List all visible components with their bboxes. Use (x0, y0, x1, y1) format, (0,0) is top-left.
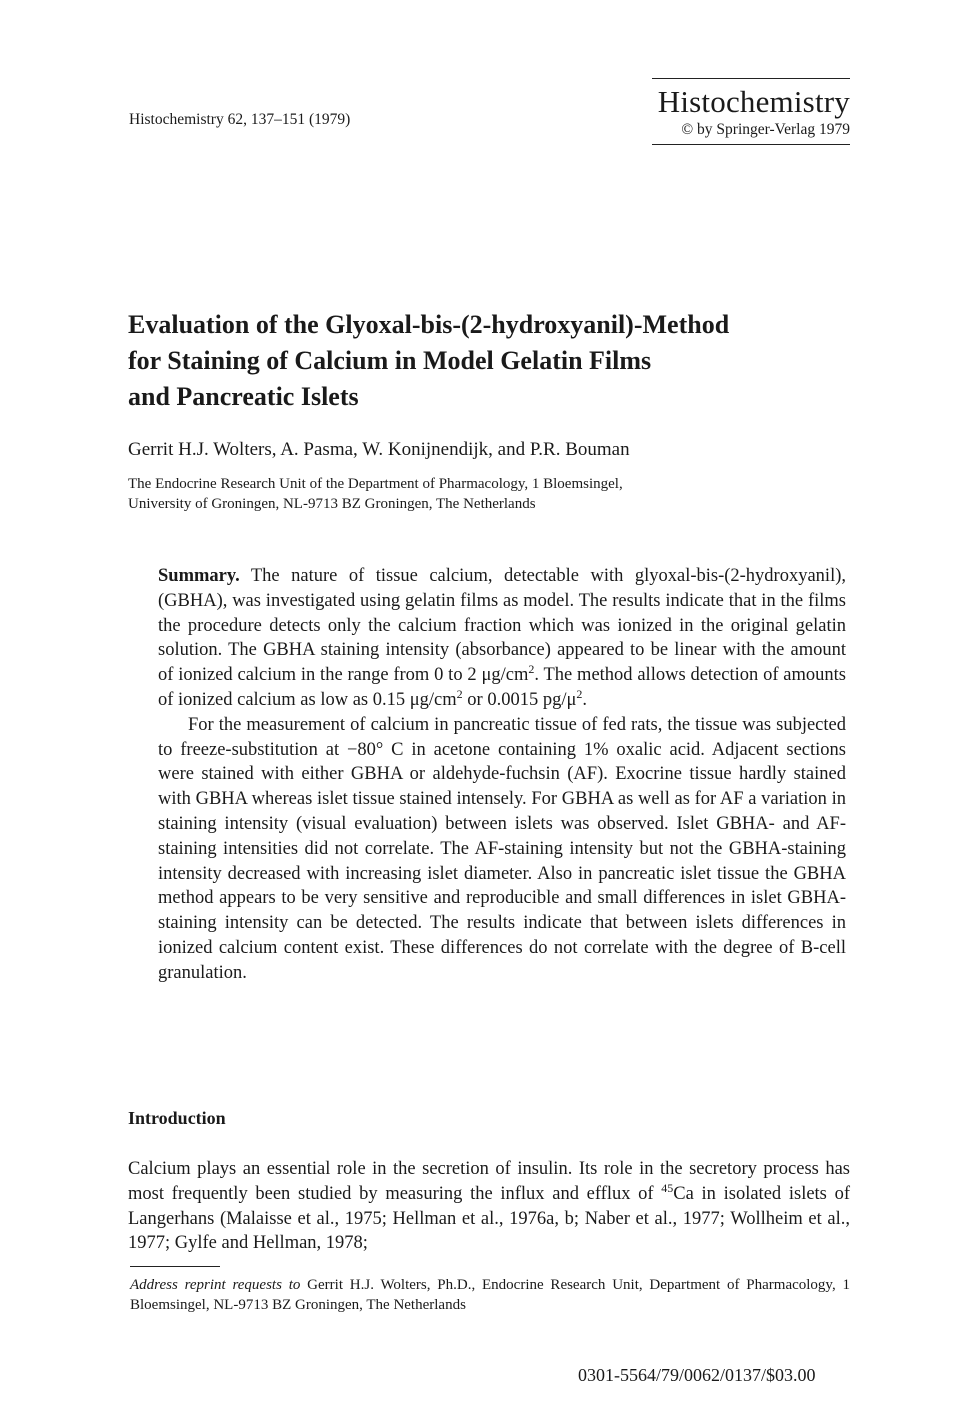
masthead-top-rule (652, 78, 850, 79)
affiliation (128, 474, 828, 514)
summary-text: . (582, 689, 588, 710)
superscript: 45 (661, 1180, 674, 1195)
summary-text: or 0.0015 pg/μ (462, 689, 577, 710)
summary-paragraph (158, 564, 846, 713)
article-title (128, 307, 828, 415)
title-line: for Staining of Calcium in Model Gelatin Films (128, 346, 652, 375)
affiliation-line: University of Groningen, NL-9713 BZ Groningen, The Netherlands (128, 496, 536, 512)
masthead-bottom-rule (652, 144, 850, 145)
journal-masthead (652, 78, 850, 145)
copyright-notice: © by Springer-Verlag 1979 (681, 121, 850, 138)
footnote-rule (130, 1266, 220, 1267)
intro-text: Calcium plays an essential role in the secretion of insulin. Its role in the secretory process has most frequently been studied by measuring the influx and efflux of (128, 1159, 850, 1204)
summary-text: . The method allows detection of amounts of ionized calcium as low as 0.15 μg/cm (158, 665, 846, 710)
superscript: 2 (456, 686, 463, 701)
journal-citation: Histochemistry 62, 137–151 (1979) (129, 111, 351, 128)
price-code: 0301-5564/79/0062/0137/$03.00 (578, 1365, 816, 1385)
footnote-text: Gerrit H.J. Wolters, Ph.D., Endocrine Research Unit, Department of Pharmacology, 1 Bloemsingel, NL-9713 BZ Groningen, The Netherlands (130, 1277, 850, 1313)
summary-text: The nature of tissue calcium, detectable with glyoxal-bis-(2-hydroxyanil), (GBHA), was investigated using gelatin films as model. The results indicate that in the films the procedure detects only the calcium fraction which was ionized in the original gelatin solution. The GBHA staining intensity (absorbance) appeared to be linear with the amount of ionized calcium in the range from 0 to 2 μg/cm (158, 566, 846, 686)
footnote-lead: Address reprint requests to (130, 1277, 301, 1293)
introduction-paragraph (128, 1157, 850, 1256)
superscript: 2 (528, 662, 535, 677)
summary-label: Summary. (158, 566, 240, 586)
affiliation-line: The Endocrine Research Unit of the Department of Pharmacology, 1 Bloemsingel, (128, 476, 623, 492)
intro-text: Ca in isolated islets of Langerhans (Malaisse et al., 1975; Hellman et al., 1976a, b; Naber et al., 1977; Wollheim et al., 1977; Gylfe and Hellman, 1978; (128, 1183, 850, 1254)
title-line: and Pancreatic Islets (128, 382, 359, 411)
journal-name: Histochemistry (657, 84, 850, 119)
superscript: 2 (576, 686, 583, 701)
summary-section (158, 564, 846, 986)
title-line: Evaluation of the Glyoxal-bis-(2-hydroxyanil)-Method (128, 310, 730, 339)
section-heading: Introduction (128, 1108, 226, 1128)
author-list: Gerrit H.J. Wolters, A. Pasma, W. Konijnendijk, and P.R. Bouman (128, 439, 630, 460)
summary-paragraph: For the measurement of calcium in pancreatic tissue of fed rats, the tissue was subjected to freeze-substitution at −80° C in acetone containing 1% oxalic acid. Adjacent sections were stained with either GBHA or aldehyde-fuchsin (AF). Exocrine tissue hardly stained with GBHA whereas islet tissue stained intensely. For GBHA as well as for AF a variation in staining intensity (visual evaluation) between islets was observed. Islet GBHA- and AF-staining intensities did not correlate. The AF-staining intensity but not the GBHA-staining intensity decreased with increasing islet diameter. Also in pancreatic islet tissue the GBHA method appears to be very sensitive and reproducible and small differences in islet GBHA-staining intensity can be detected. The results indicate that between islets differences in ionized calcium content exist. These differences do not correlate with the degree of B-cell granulation. (158, 714, 846, 983)
footnote (130, 1276, 850, 1315)
